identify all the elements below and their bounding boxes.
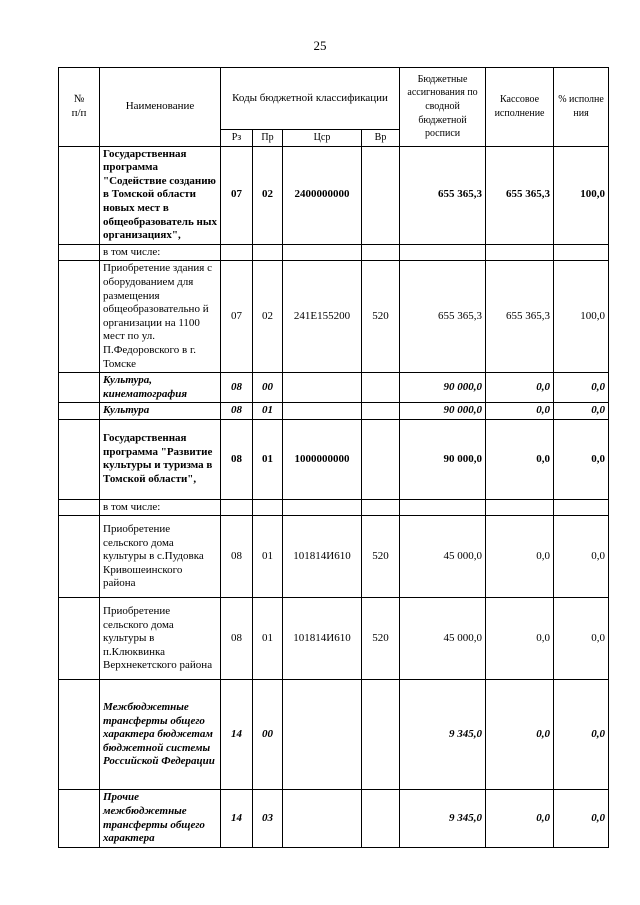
cell-name: Приобретение здания с оборудованием для размещения общеобразовательно й организации на 1100 мест по ул. П.Федоровского в г. Томске [100, 261, 221, 373]
cell-executed: 0,0 [486, 598, 554, 680]
cell-assigned [400, 499, 486, 516]
cell-num [59, 790, 100, 847]
cell-assigned: 9 345,0 [400, 790, 486, 847]
header-codes: Коды бюджетной классификации [221, 68, 400, 130]
cell-vr: 520 [362, 261, 400, 373]
table-row [59, 244, 609, 261]
page-number: 25 [313, 38, 327, 53]
cell-name: Приобретение сельского дома культуры в п.Клюквинка Верхнекетского района [100, 598, 221, 680]
budget-table [58, 67, 609, 848]
cell-pr: 00 [253, 680, 283, 790]
cell-percent: 0,0 [554, 790, 609, 847]
header-assigned: Бюджетные ассигнования по сводной бюджетной росписи [400, 68, 486, 147]
cell-assigned: 45 000,0 [400, 598, 486, 680]
cell-name: Культура [100, 403, 221, 420]
cell-executed: 0,0 [486, 403, 554, 420]
cell-vr [362, 244, 400, 261]
cell-percent: 0,0 [554, 598, 609, 680]
cell-assigned: 90 000,0 [400, 373, 486, 403]
cell-num [59, 499, 100, 516]
cell-percent [554, 244, 609, 261]
cell-csr [283, 499, 362, 516]
cell-rz: 08 [221, 516, 253, 598]
cell-percent: 0,0 [554, 419, 609, 499]
cell-rz: 07 [221, 261, 253, 373]
cell-executed: 0,0 [486, 790, 554, 847]
cell-percent: 100,0 [554, 146, 609, 244]
cell-vr [362, 373, 400, 403]
header-executed: Кассовое исполнение [486, 68, 554, 147]
table-row [59, 516, 609, 598]
cell-pr: 02 [253, 261, 283, 373]
cell-pr: 03 [253, 790, 283, 847]
cell-rz: 08 [221, 419, 253, 499]
cell-csr: 241E155200 [283, 261, 362, 373]
cell-executed: 0,0 [486, 516, 554, 598]
cell-num [59, 516, 100, 598]
cell-pr: 01 [253, 516, 283, 598]
cell-assigned: 90 000,0 [400, 419, 486, 499]
table-row [59, 403, 609, 420]
table-row [59, 419, 609, 499]
header-num: № п/п [59, 68, 100, 147]
cell-assigned: 90 000,0 [400, 403, 486, 420]
table-body [59, 68, 609, 848]
cell-pr: 02 [253, 146, 283, 244]
cell-assigned: 9 345,0 [400, 680, 486, 790]
cell-percent: 0,0 [554, 516, 609, 598]
cell-pr: 00 [253, 373, 283, 403]
cell-rz: 07 [221, 146, 253, 244]
cell-name: Прочие межбюджетные трансферты общего характера [100, 790, 221, 847]
cell-vr [362, 403, 400, 420]
cell-vr [362, 419, 400, 499]
cell-percent: 0,0 [554, 403, 609, 420]
cell-csr: 2400000000 [283, 146, 362, 244]
cell-csr [283, 680, 362, 790]
header-row [59, 68, 609, 130]
header-name: Наименование [100, 68, 221, 147]
cell-csr [283, 373, 362, 403]
cell-rz: 14 [221, 790, 253, 847]
cell-name: в том числе: [100, 244, 221, 261]
cell-percent [554, 499, 609, 516]
cell-percent: 100,0 [554, 261, 609, 373]
cell-executed [486, 244, 554, 261]
cell-csr: 1000000000 [283, 419, 362, 499]
header-rz: Рз [221, 130, 253, 147]
table-row [59, 790, 609, 847]
cell-executed [486, 499, 554, 516]
cell-rz [221, 499, 253, 516]
cell-vr [362, 146, 400, 244]
cell-executed: 0,0 [486, 373, 554, 403]
cell-num [59, 146, 100, 244]
cell-assigned: 45 000,0 [400, 516, 486, 598]
cell-vr [362, 499, 400, 516]
cell-executed: 655 365,3 [486, 146, 554, 244]
cell-executed: 0,0 [486, 419, 554, 499]
cell-rz: 08 [221, 403, 253, 420]
cell-name: Межбюджетные трансферты общего характера бюджетам бюджетной системы Российской Федерации [100, 680, 221, 790]
table-row [59, 499, 609, 516]
cell-rz: 08 [221, 373, 253, 403]
cell-assigned: 655 365,3 [400, 261, 486, 373]
cell-rz: 08 [221, 598, 253, 680]
cell-num [59, 244, 100, 261]
table-row [59, 680, 609, 790]
header-pr: Пр [253, 130, 283, 147]
cell-vr: 520 [362, 598, 400, 680]
cell-rz: 14 [221, 680, 253, 790]
cell-num [59, 598, 100, 680]
cell-pr: 01 [253, 598, 283, 680]
cell-num [59, 403, 100, 420]
cell-csr: 101814И610 [283, 598, 362, 680]
table-row [59, 146, 609, 244]
cell-csr [283, 790, 362, 847]
cell-pr: 01 [253, 403, 283, 420]
cell-name: Государственная программа "Развитие культуры и туризма в Томской области", [100, 419, 221, 499]
cell-num [59, 680, 100, 790]
cell-name: Культура, кинематография [100, 373, 221, 403]
cell-name: в том числе: [100, 499, 221, 516]
cell-assigned: 655 365,3 [400, 146, 486, 244]
table-row [59, 373, 609, 403]
cell-executed: 0,0 [486, 680, 554, 790]
header-csr: Цср [283, 130, 362, 147]
cell-vr [362, 790, 400, 847]
cell-vr: 520 [362, 516, 400, 598]
cell-num [59, 373, 100, 403]
cell-rz [221, 244, 253, 261]
cell-percent: 0,0 [554, 373, 609, 403]
cell-num [59, 261, 100, 373]
cell-pr [253, 244, 283, 261]
cell-assigned [400, 244, 486, 261]
table-row [59, 598, 609, 680]
header-vr: Вр [362, 130, 400, 147]
cell-pr: 01 [253, 419, 283, 499]
cell-pr [253, 499, 283, 516]
cell-name: Государственная программа "Содействие созданию в Томской области новых мест в общеобразователь ных организациях", [100, 146, 221, 244]
cell-num [59, 419, 100, 499]
table-row [59, 261, 609, 373]
cell-csr: 101814И610 [283, 516, 362, 598]
cell-csr [283, 403, 362, 420]
cell-percent: 0,0 [554, 680, 609, 790]
cell-vr [362, 680, 400, 790]
cell-csr [283, 244, 362, 261]
header-percent: % исполне ния [554, 68, 609, 147]
cell-name: Приобретение сельского дома культуры в с.Пудовка Кривошеинского района [100, 516, 221, 598]
cell-executed: 655 365,3 [486, 261, 554, 373]
